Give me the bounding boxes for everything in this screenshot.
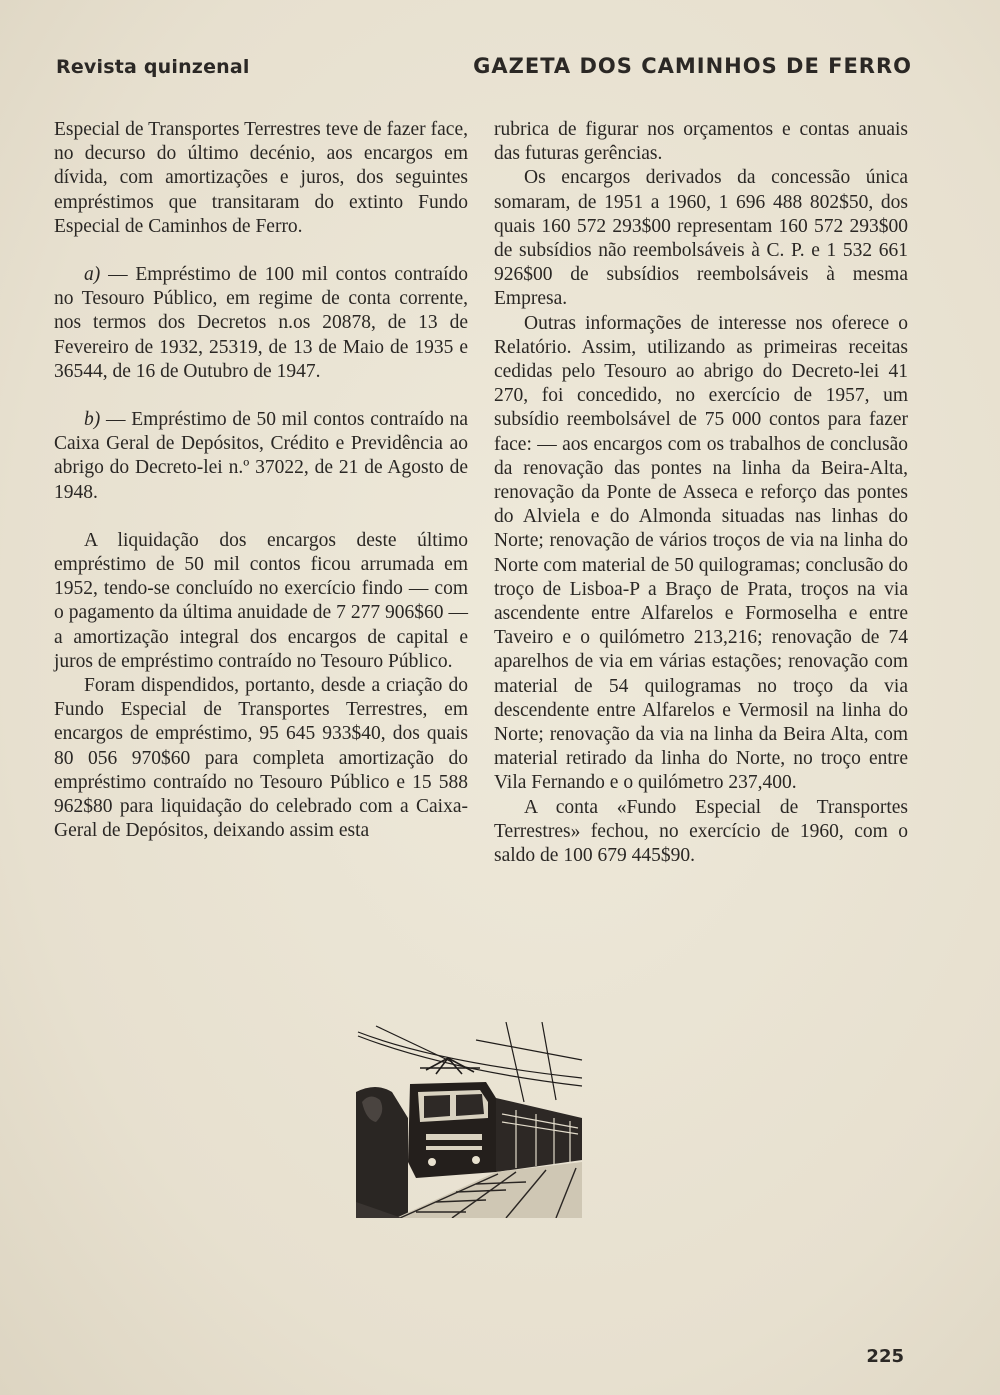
left-paragraph-3 — [54, 408, 468, 505]
electric-locomotive-illustration-icon — [356, 1022, 584, 1218]
right-paragraph-3: Outras informações de interesse nos oferece o Relatório. Assim, utilizando as primeiras receitas cedidas pelo Tesouro ao abrigo do Decreto-lei 41 270, foi concedido, no exercício de 1957, um subsídio reembolsável de 75 000 contos para fazer face: — aos encargos com os trabalhos de conclusão da renovação das pontes na linha da Beira-Alta, renovação da Ponte de Asseca e reforço das pontes do Alviela e do Almonda situadas nas linhas do Norte; renovação de vários troços de via na linha do Norte com material de 50 quilogramas; conclusão do troço de Lisboa-P a Braço de Prata, troços na via ascendente entre Alfarelos e Formoselha e entre Taveiro e o quilómetro 213,216; renovação de 74 aparelhos de via em várias estações; renovação com material de 54 quilogramas no troço da via descendente entre Alfarelos e Vermosil na linha do Norte; renovação da via na linha da Beira Alta, com material retirado da linha do Norte, no troço entre Vila Fernando e o quilómetro 237,400. — [494, 312, 908, 794]
left-column — [54, 118, 468, 843]
right-column — [494, 118, 908, 868]
right-paragraph-1: rubrica de figurar nos orçamentos e contas anuais das futuras gerências. — [494, 119, 908, 165]
left-paragraph-5: Foram dispendidos, portanto, desde a criação do Fundo Especial de Transportes Terrestres, em encargos de empréstimo, 95 645 933$40, dos quais 80 056 970$60 para completa amortização do empréstimo contraído no Tesouro Público e 15 588 962$80 para liquidação do celebrado com a Caixa-Geral de Depósitos, deixando assim esta — [54, 675, 468, 842]
right-paragraph-4: A conta «Fundo Especial de Transportes Terrestres» fechou, no exercício de 1960, com o saldo de 100 679 445$90. — [494, 796, 908, 867]
left-paragraph-3-text: — Empréstimo de 50 mil contos contraído na Caixa Geral de Depósitos, Crédito e Previdência ao abrigo do Decreto-lei n.º 37022, de 21 de Agosto de 1948. — [54, 409, 468, 503]
item-label-b: b) — [84, 409, 101, 431]
left-paragraph-2-text: — Empréstimo de 100 mil contos contraído no Tesouro Público, em regime de conta corrente, nos termos dos Decretos n.os 20878, de 13 de Fevereiro de 1932, 25319, de 13 de Maio de 1935 e 36544, de 16 de Outubro de 1947. — [54, 264, 468, 382]
header-right-title: GAZETA DOS CAMINHOS DE FERRO — [473, 54, 912, 78]
left-paragraph-2 — [54, 263, 468, 384]
left-paragraph-4: A liquidação dos encargos deste último empréstimo de 50 mil contos ficou arrumada em 1952, tendo-se concluído no exercício findo — com o pagamento da última anuidade de 7 277 906$60 — a amortização integral dos encargos de capital e juros de empréstimo contraído no Tesouro Público. — [54, 529, 468, 672]
page-number: 225 — [866, 1346, 904, 1367]
left-paragraph-1: Especial de Transportes Terrestres teve de fazer face, no decurso do último decénio, aos encargos em dívida, com amortizações e juros, dos seguintes empréstimos que transitaram do extinto Fundo Especial de Caminhos de Ferro. — [54, 119, 468, 237]
header-left-title: Revista quinzenal — [56, 56, 250, 78]
right-paragraph-2: Os encargos derivados da concessão única somaram, de 1951 a 1960, 1 696 488 802$50, dos quais 160 572 293$00 representam 160 572 293$00 de subsídios não reembolsáveis à C. P. e 1 532 661 926$00 de subsídios reembolsáveis à mesma Empresa. — [494, 167, 908, 310]
item-label-a: a) — [84, 264, 101, 286]
